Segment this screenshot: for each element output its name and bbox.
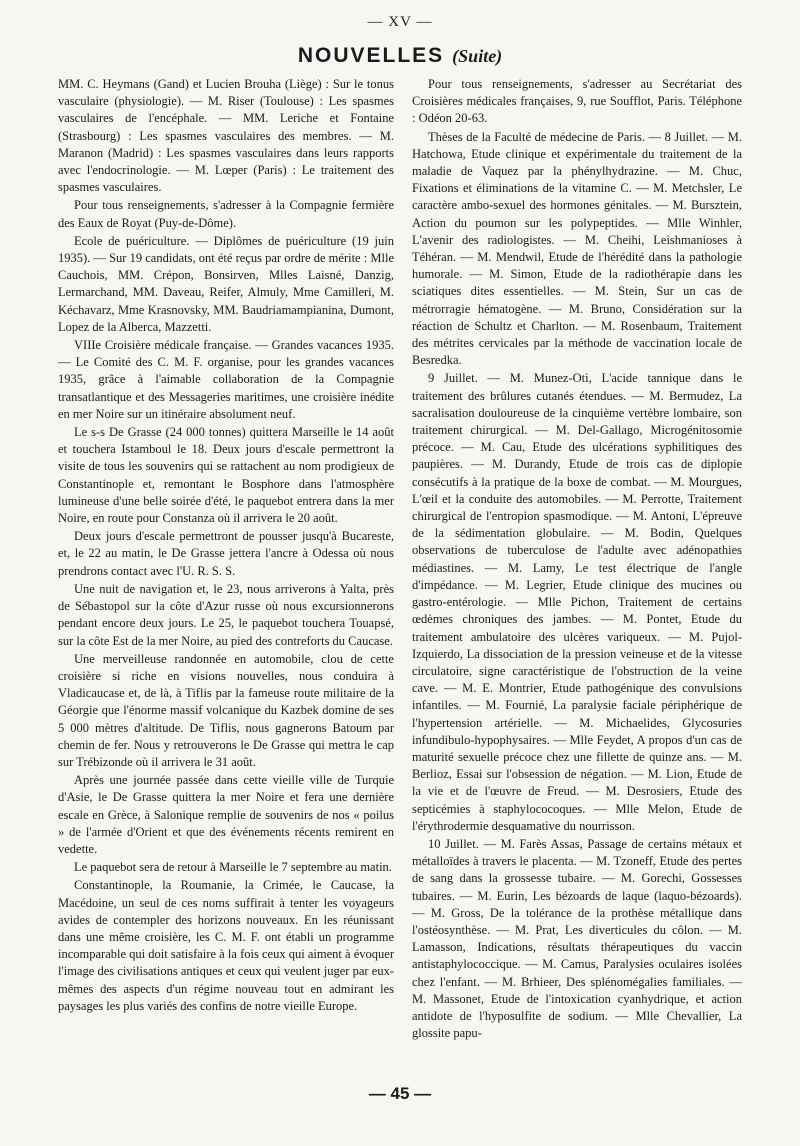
paragraph: Le paquebot sera de retour à Marseille le 7 septembre au matin. bbox=[74, 860, 392, 875]
paragraph: Une merveilleuse randonnée en automobile, clou de cette croisière si riche en visions nouvelles, nous conduira à Vladicaucase et, de là, à Tiflis par la fameuse route militaire de la Géorgie que l'énorme massif volcanique du Kazbek domine de ses 5 000 mètres d'altitude. De Tiflis, nous gagnerons Batoum par chemin de fer. Nous y retrouverons le De Grasse qui mettra le cap sur Trébizonde où il arrivera le 31 août. bbox=[58, 651, 394, 769]
section-subtitle: (Suite) bbox=[452, 46, 503, 66]
page-number: — 45 — bbox=[368, 1084, 432, 1103]
paragraph: Le s-s De Grasse (24 000 tonnes) quittera Marseille le 14 août et touchera Istamboul le 18. Deux jours d'escale permettront la visite de tous les souvenirs qui se rattachent au nom prodigieux de Constantinople et, remontant le Bosphore dans l'atmosphère lumineuse d'une belle soirée d'été, le paquebot entrera dans la mer Noire, en route pour Constanza où il arrivera le 20 août. bbox=[58, 425, 394, 526]
paragraph: VIIIe Croisière médicale française. — Grandes vacances 1935. — Le Comité des C. M. F. organise, pour les grandes vacances 1935, grâce à l'aimable collaboration de la Compagnie transatlantique et des Messageries maritimes, une croisière inédite en mer Noire sur un itinéraire absolument neuf. bbox=[58, 338, 394, 421]
paragraph: Pour tous renseignements, s'adresser à la Compagnie fermière des Eaux de Royat (Puy-de-Dôme). bbox=[58, 198, 394, 230]
paragraph: Une nuit de navigation et, le 23, nous arriverons à Yalta, près de Sébastopol sur la côte d'Azur russe où nous excursionnerons pendant encore deux jours. Le 25, le paquebot touchera Touapsé, sur la côte Est de la mer Noire, au pied des contreforts du Caucase. bbox=[58, 581, 394, 648]
paragraph: Après une journée passée dans cette vieille ville de Turquie d'Asie, le De Grasse quittera la mer Noire et fera une dernière escale en Grèce, à Salonique remplie de souvenirs de nos « poilus » de l'armée d'Orient et que des événements récents remirent en vedette. bbox=[58, 773, 394, 856]
paragraph: Pour tous renseignements, s'adresser au Secrétariat des Croisières médicales françaises, 9, rue Soufflot, Paris. Téléphone : Odéon 20-63. bbox=[412, 77, 742, 126]
paragraph: 10 Juillet. — M. Farès Assas, Passage de certains métaux et métalloïdes à travers le placenta. — M. Tzoneff, Etude des pertes de sang dans la grossesse tubaire. — M. Gorechi, Gossesses tubaires. — M. Eurin, Les bézoards de laque (laquo-bézoards). — M. Gross, De la tolérance de la prothèse métallique dans l'ostéosynthèse. — M. Prat, Les diverticules du côlon. — M. Lamasson, Indications, résultats thérapeutiques du vaccin antistaphylococcique. — M. Camus, Paralysies oculaires isolées chez l'enfant. — M. Brhieer, Des splénomégalies familiales. — M. Massonet, Etude de l'intoxication cyanhydrique, et action antidote de l'hyposulfite de sodium. — Mlle Chevallier, La glossite papu- bbox=[412, 836, 742, 1041]
right-column bbox=[412, 76, 742, 1080]
paragraph: Deux jours d'escale permettront de pousser jusqu'à Bucareste, et, le 22 au matin, le De Grasse jettera l'ancre à Odessa où nous prendrons contact avec l'U. R. S. S. bbox=[58, 529, 394, 578]
page-folio: — XV — bbox=[367, 14, 433, 30]
section-title: NOUVELLES bbox=[297, 44, 445, 67]
paragraph: Thèses de la Faculté de médecine de Paris. — 8 Juillet. — M. Hatchowa, Etude clinique et expérimentale du traitement de la maladie de Vaquez par la phénylhydrazine. — M. Chuc, Fixations et éliminations de la vitamine C. — M. Metchsler, Le caractère ambo-sexuel des hormones génitales. — M. Bursztein, Action du poumon sur les polypeptides. — Mlle Winhler, L'avenir des radiologistes. — M. Cheihi, Leishmanioses à Téhéran. — M. Mendwil, Etude de l'hérédité dans la pathologie humorale. — M. Simon, Etude de la radiothérapie dans les sciatiques dites essentielles. — M. Stein, Sur un cas de métrorragie hématogène. — M. Bruno, Considération sur la réaction de Schultz et Charlton. — M. Rosenbaum, Traitement des métrites cervicales par la méthode de vaccination locale de Besredka. bbox=[412, 129, 742, 368]
paragraph: Constantinople, la Roumanie, la Crimée, le Caucase, la Macédoine, un seul de ces noms suffirait à tenter les voyageurs avides de contempler des horizons nouveaux. En les réunissant dans une même croisière, les C. M. F. ont établi un programme incomparable qui doit satisfaire à la fois ceux qui aiment à évoquer l'image des civilisations antiques et ceux qui veulent juger par eux-mêmes des aspects d'un régime nouveau tout en admirant les paysages les plus variés des confins de notre vieille Europe. bbox=[58, 878, 394, 1013]
paragraph: Ecole de puériculture. — Diplômes de puériculture (19 juin 1935). — Sur 19 candidats, ont été reçus par ordre de mérite : Mlle Cauchois, MM. Crépon, Bonsirven, Mlles Laisné, Danzig, Lermarchand, MM. Daveau, Reifer, Almuly, Mme Camilleri, M. Kéchavarz, Mme Krasnovsky, MM. Baudriamampianina, Dumont, Lopez de la Alberca, Mazzetti. bbox=[58, 233, 394, 334]
page-title bbox=[0, 44, 800, 68]
left-column bbox=[58, 76, 394, 1080]
paragraph: 9 Juillet. — M. Munez-Oti, L'acide tannique dans le traitement des brûlures cutanés étendues. — M. Bermudez, La sacralisation douloureuse de la cinquième vertèbre lombaire, son traitement chirurgical. — M. Del-Gallago, Microgénitosomie précoce. — M. Cau, Etude des ulcérations syphilitiques des paupières. — M. Durandy, Etude de trois cas de diplopie consécutifs à la pratique de la boxe de combat. — M. Mourgues, L'œil et la conduite des automobiles. — M. Perrotte, Traitement chirurgical de l'entropion spasmodique. — M. Antoni, L'épreuve de la sédimentation globulaire. — M. Bodin, Quelques observations de tuberculose de l'adulte avec adénopathies médiastines. — M. Lamy, Le test électrique de l'angle d'impédance. — M. Legrier, Etude clinique des mucines ou gastro-entérologie. — Mlle Pichon, Traitement de certains œdèmes chroniques des jambes. — M. Pontet, Etude du traitement ambulatoire des ulcères variqueux. — M. Pujol-Izquierdo, La dissociation de la pression veineuse et de la vitesse circulatoire, signe caractéristique de l'obstruction de la veine cave. — M. E. Montrier, Etude pathogénique des convulsions infantiles. — M. Fournié, La paralysie faciale périphérique de l'hypertension artérielle. — M. Michaelides, Glycosuries infundibulo-hypophysaires. — Mlle Feydet, A propos d'un cas de maturité sexuelle précoce chez une fillette de quinze ans. — M. Berlioz, Essai sur l'obsession de négation. — M. Lion, Etude de la vie et de l'œuvre de Freud. — M. Desrosiers, Etude des septicémies à staphylococoques. — Mlle Melon, Etude de l'érythrodermie desquamative du nourrisson. bbox=[412, 371, 742, 833]
paragraph: MM. C. Heymans (Gand) et Lucien Brouha (Liège) : Sur le tonus vasculaire (physiologie). — M. Riser (Toulouse) : Les spasmes vasculaires de l'encéphale. — MM. Leriche et Fontaine (Strasbourg) : Les spasmes vasculaires des membres. — M. Maranon (Madrid) : Les spasmes vasculaires dans leurs rapports avec l'endocrinologie. — M. Lœper (Paris) : Le traitement des spasmes vasculaires. bbox=[58, 77, 394, 195]
